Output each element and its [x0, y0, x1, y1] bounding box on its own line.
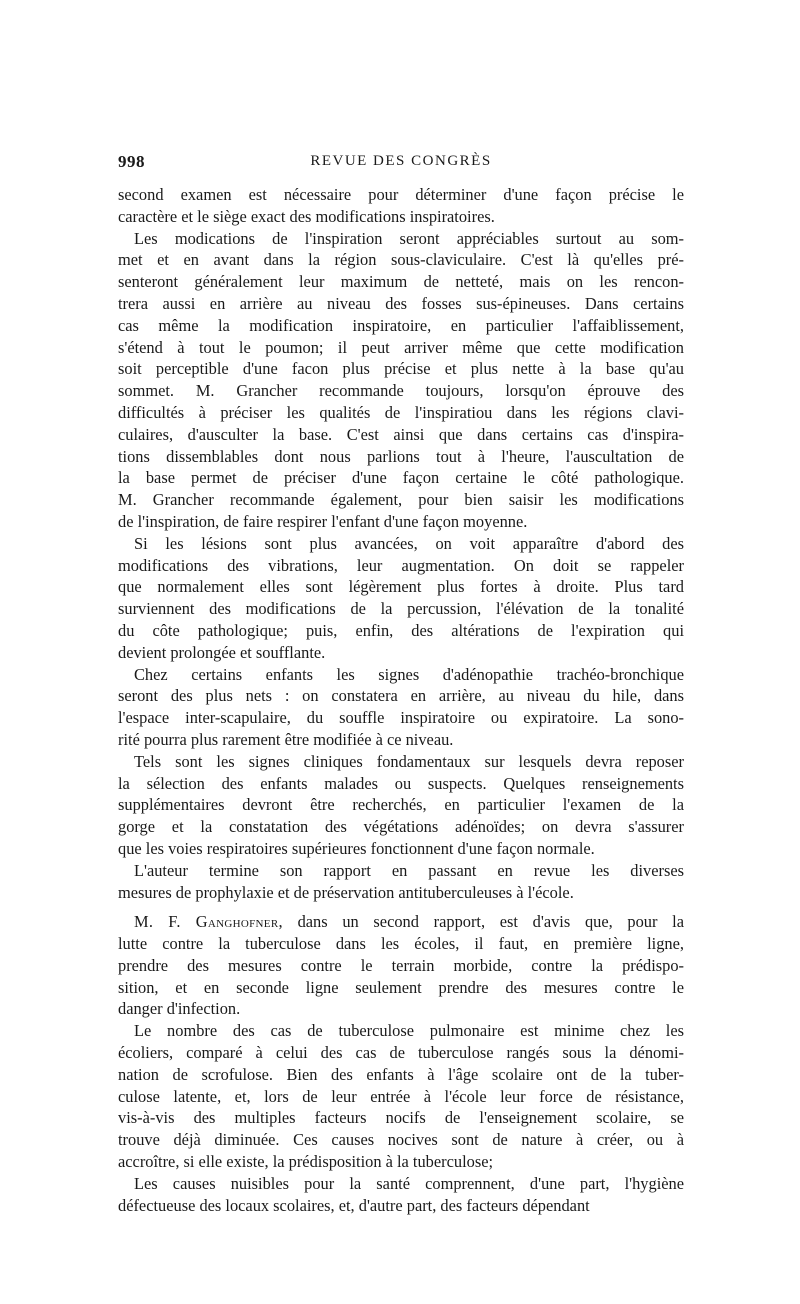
text-line: Les causes nuisibles pour la santé comprennent, d'une part, l'hygiène	[134, 1173, 684, 1193]
text-line: soit perceptible d'une facon plus précise et plus nette à la base qu'au	[118, 359, 684, 379]
text-line	[118, 911, 684, 933]
text-line: Les modications de l'inspiration seront appréciables surtout au som-	[134, 228, 684, 248]
paragraph	[118, 911, 684, 1020]
text-line: trouve déjà diminuée. Ces causes nocives sont de nature à créer, ou à	[118, 1130, 684, 1150]
page-number: 998	[118, 152, 145, 171]
running-title: REVUE DES CONGRÈS	[310, 153, 492, 169]
text-line: Le nombre des cas de tuberculose pulmonaire est minime chez les	[134, 1021, 684, 1041]
text-line: de l'inspiration, de faire respirer l'enfant d'une façon moyenne.	[118, 511, 528, 531]
text-line: cas même la modification inspiratoire, en particulier l'affaiblissement,	[118, 315, 684, 335]
text-line: que les voies respiratoires supérieures fonctionnent d'une façon normale.	[118, 838, 595, 858]
page-header	[118, 152, 684, 176]
text-line: la sélection des enfants malades ou suspects. Quelques renseignements	[118, 773, 684, 793]
text-line: devient prolongée et soufflante.	[118, 642, 326, 662]
text-line: l'espace inter-scapulaire, du souffle inspiratoire ou expiratoire. La sono-	[118, 708, 684, 728]
text-line: second examen est nécessaire pour déterminer d'une façon précise le	[118, 185, 684, 204]
paragraph	[118, 184, 684, 228]
text-line: M. Grancher recommande également, pour bien saisir les modifications	[118, 490, 684, 510]
text-line: lutte contre la tuberculose dans les écoles, il faut, en première ligne,	[118, 934, 684, 954]
speaker-name: M. F. Ganghofner,	[134, 912, 283, 932]
text-line: culaires, d'ausculter la base. C'est ainsi que dans certains cas d'inspira-	[118, 424, 684, 444]
text-line: tions dissemblables dont nous parlions tout à l'heure, l'auscultation de	[118, 446, 684, 466]
text-line: prendre des mesures contre le terrain morbide, contre la prédispo-	[118, 955, 684, 975]
text-line: vis-à-vis des multiples facteurs nocifs de l'enseignement scolaire, se	[118, 1108, 684, 1128]
text-line: s'étend à tout le poumon; il peut arriver même que cette modification	[118, 337, 684, 357]
text-line: nation de scrofulose. Bien des enfants à l'âge scolaire ont de la tuber-	[118, 1064, 684, 1084]
text-line: la base permet de préciser d'une façon certaine le côté pathologique.	[118, 468, 684, 488]
text-line: mesures de prophylaxie et de préservation antituberculeuses à l'école.	[118, 882, 574, 902]
line-text: dans un second rapport, est d'avis que, pour la	[282, 912, 684, 932]
text-line: seront des plus nets : on constatera en arrière, au niveau du hile, dans	[118, 686, 684, 706]
text-line: L'auteur termine son rapport en passant en revue les diverses	[134, 860, 684, 880]
body-text	[118, 184, 684, 1216]
text-line: culose latente, et, lors de leur entrée à l'école leur force de résistance,	[118, 1086, 684, 1106]
text-line: caractère et le siège exact des modifications inspiratoires.	[118, 206, 495, 226]
text-line: senteront généralement leur maximum de netteté, mais on les rencon-	[118, 272, 684, 292]
text-line: du côte pathologique; puis, enfin, des altérations de l'expiration qui	[118, 620, 684, 640]
text-line: accroître, si elle existe, la prédisposition à la tuberculose;	[118, 1152, 494, 1172]
text-line: modifications des vibrations, leur augmentation. On doit se rappeler	[118, 555, 684, 575]
text-line: trera aussi en arrière au niveau des fosses sus-épineuses. Dans certains	[118, 293, 684, 313]
text-line: met et en avant dans la région sous-claviculaire. C'est là qu'elles pré-	[118, 250, 684, 270]
paragraph	[118, 664, 684, 751]
paragraph	[118, 228, 684, 533]
paragraph	[118, 533, 684, 664]
text-line: difficultés à préciser les qualités de l'inspiratiou dans les régions clavi-	[118, 402, 684, 422]
paragraph-gap	[118, 903, 684, 911]
text-line: supplémentaires devront être recherchés, en particulier l'examen de la	[118, 795, 684, 815]
text-line: sommet. M. Grancher recommande toujours, lorsqu'on éprouve des	[118, 381, 684, 401]
paragraph	[118, 1173, 684, 1217]
text-line: que normalement elles sont légèrement plus fortes à droite. Plus tard	[118, 577, 684, 597]
text-line: Tels sont les signes cliniques fondamentaux sur lesquels devra reposer	[134, 751, 684, 771]
text-line: Chez certains enfants les signes d'adénopathie trachéo-bronchique	[134, 664, 684, 684]
text-line: danger d'infection.	[118, 999, 241, 1019]
text-line: écoliers, comparé à celui des cas de tuberculose rangés sous la dénomi-	[118, 1043, 684, 1063]
text-line: sition, et en seconde ligne seulement prendre des mesures contre le	[118, 977, 684, 997]
text-line: Si les lésions sont plus avancées, on voit apparaître d'abord des	[134, 533, 684, 553]
text-line: défectueuse des locaux scolaires, et, d'autre part, des facteurs dépendant	[118, 1195, 590, 1215]
text-line: rité pourra plus rarement être modifiée à ce niveau.	[118, 729, 454, 749]
paragraph	[118, 860, 684, 904]
text-line: gorge et la constatation des végétations adénoïdes; on devra s'assurer	[118, 817, 684, 837]
text-line: surviennent des modifications de la percussion, l'élévation de la tonalité	[118, 599, 684, 619]
paragraph	[118, 751, 684, 860]
paragraph	[118, 1020, 684, 1173]
